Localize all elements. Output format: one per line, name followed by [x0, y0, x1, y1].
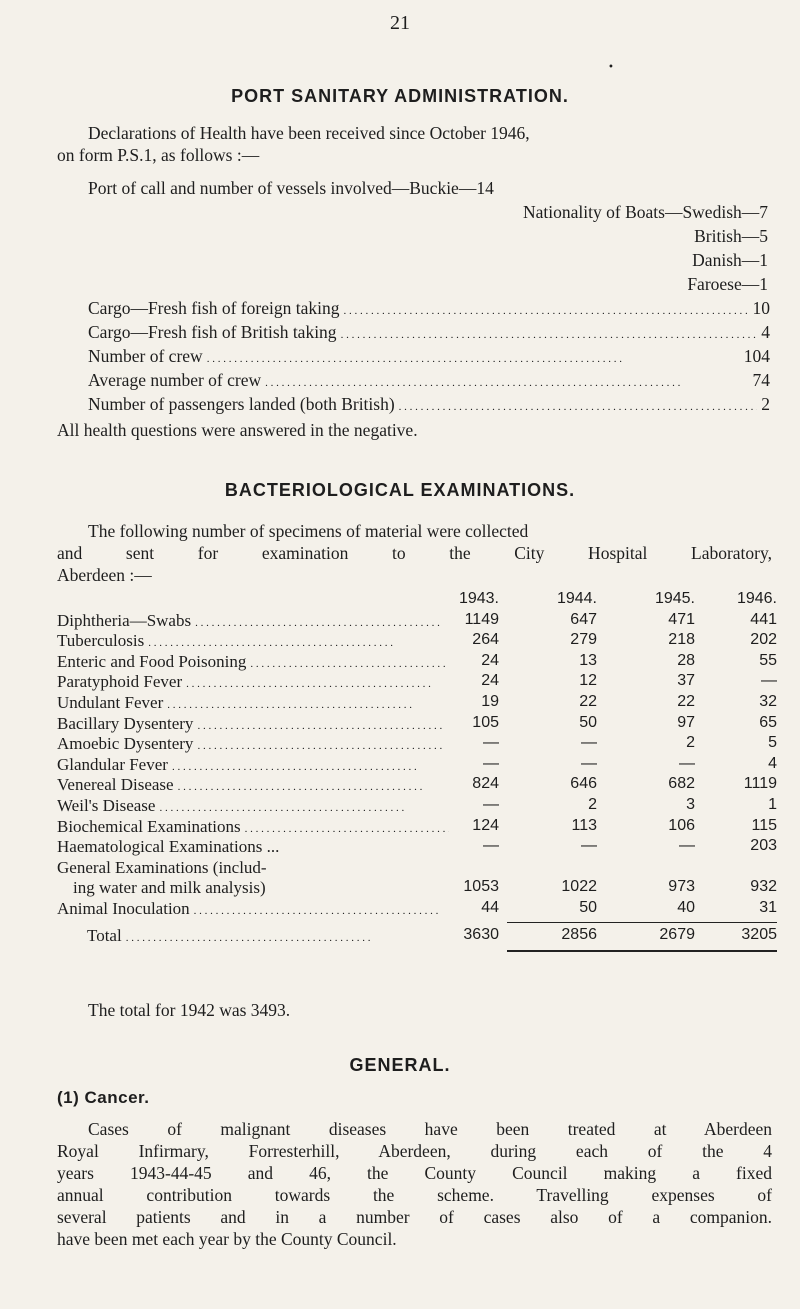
row-label: Venereal Disease	[57, 775, 174, 795]
row-label: Weil's Disease	[57, 795, 156, 815]
cell: —	[581, 754, 597, 772]
port-row-passengers	[88, 394, 770, 418]
bact-intro-line3: Aberdeen :—	[57, 565, 152, 585]
cell: 1	[768, 795, 777, 813]
cell: 264	[472, 631, 499, 649]
cell: —	[581, 734, 597, 752]
table-row	[57, 714, 775, 735]
cell: —	[679, 754, 695, 772]
bullet-mark: •	[608, 62, 614, 73]
year-header: 1945.	[654, 590, 695, 607]
table-row	[57, 631, 775, 652]
cell: 115	[751, 816, 777, 834]
page-number: 21	[390, 12, 410, 34]
row-label: Diphtheria—Swabs	[57, 610, 192, 630]
total-cell: 2679	[659, 925, 695, 943]
table-row	[57, 775, 775, 796]
nationality-faroese: Faroese—1	[687, 274, 768, 294]
table-row	[57, 817, 775, 838]
year-header: 1944.	[556, 590, 597, 607]
cell: 1149	[464, 610, 499, 628]
table-row-animal	[57, 899, 775, 920]
table-row	[57, 837, 775, 858]
table-row	[57, 652, 775, 673]
cell: 124	[472, 816, 499, 834]
total-top-rule	[507, 922, 777, 923]
port-intro-line2: on form P.S.1, as follows :—	[57, 145, 260, 165]
cell: 202	[750, 631, 777, 649]
port-row-value: 10	[752, 298, 770, 318]
cancer-paragraph	[57, 1118, 772, 1250]
year-header: 1943.	[458, 590, 499, 607]
bacteriological-heading: BACTERIOLOGICAL EXAMINATIONS.	[224, 480, 576, 500]
cell: 65	[759, 713, 777, 731]
row-label: Glandular Fever	[57, 754, 168, 774]
cell: 682	[668, 775, 695, 793]
cell: 13	[579, 651, 597, 669]
row-label: Haematological Examinations ...	[57, 837, 280, 857]
table-row	[57, 734, 775, 755]
port-row-foreign-cargo	[88, 298, 770, 322]
port-row-label: Cargo—Fresh fish of British taking	[88, 322, 337, 342]
port-row-label: Number of crew	[88, 346, 203, 366]
cell: 97	[677, 713, 695, 731]
cell: 24	[481, 651, 499, 669]
total-cell: 2856	[561, 925, 597, 943]
cell: —	[761, 672, 777, 690]
cell: 28	[677, 651, 695, 669]
total-bottom-rule	[507, 950, 777, 952]
cell: 55	[759, 651, 777, 669]
table-row-general	[57, 878, 775, 899]
port-row-british-cargo	[88, 322, 770, 346]
cell: 203	[750, 837, 777, 855]
cell: 1022	[561, 878, 597, 896]
cell: —	[483, 795, 499, 813]
row-label: Animal Inoculation	[57, 898, 190, 918]
nationality-danish: Danish—1	[692, 250, 768, 270]
table-row	[57, 796, 775, 817]
cancer-subheading: (1) Cancer.	[57, 1088, 150, 1107]
cell: —	[679, 837, 695, 855]
cell: 105	[472, 713, 499, 731]
para-line: Royal Infirmary, Forresterhill, Aberdeen, during each of the 4	[57, 1141, 772, 1161]
row-label: Tuberculosis	[57, 631, 145, 651]
cell: 37	[677, 672, 695, 690]
table-row	[57, 672, 775, 693]
cell: 647	[570, 610, 597, 628]
cell: 646	[570, 775, 597, 793]
general-heading: GENERAL.	[349, 1055, 451, 1075]
cell: 1053	[463, 878, 499, 896]
cell: 2	[686, 734, 695, 752]
port-of-call-line: Port of call and number of vessels involved—Buckie—14	[88, 178, 494, 198]
cell: 3	[686, 795, 695, 813]
cell: 22	[677, 692, 695, 710]
table-row	[57, 693, 775, 714]
year-header: 1946.	[736, 590, 777, 607]
row-label: Paratyphoid Fever	[57, 672, 183, 692]
port-row-value: 2	[761, 394, 770, 414]
cell: 44	[481, 898, 499, 916]
cell: 19	[481, 692, 499, 710]
cell: 824	[472, 775, 499, 793]
port-row-label: Cargo—Fresh fish of foreign taking	[88, 298, 340, 318]
cell: 4	[768, 754, 777, 772]
para-line: years 1943-44-45 and 46, the County Council making a fixed	[57, 1163, 772, 1183]
para-line: have been met each year by the County Council.	[57, 1229, 397, 1249]
bact-table	[57, 590, 775, 954]
cell: 973	[668, 878, 695, 896]
para-line: annual contribution towards the scheme. Travelling expenses of	[57, 1185, 772, 1205]
cell: —	[581, 837, 597, 855]
port-closing: All health questions were answered in the negative.	[57, 420, 418, 440]
table-row-total	[57, 926, 775, 950]
port-row-value: 74	[752, 370, 770, 390]
nationality-british: British—5	[694, 226, 768, 246]
total-label: Total	[87, 925, 122, 945]
port-row-label: Number of passengers landed (both British)	[88, 394, 395, 414]
cell: 471	[668, 610, 695, 628]
cell: 2	[588, 795, 597, 813]
table-row	[57, 755, 775, 776]
cell: 12	[579, 672, 597, 690]
total-cell: 3205	[741, 925, 777, 943]
cell: 50	[579, 713, 597, 731]
cell: 5	[768, 734, 777, 752]
cell: 106	[668, 816, 695, 834]
table-row	[57, 611, 775, 632]
port-row-value: 104	[743, 346, 770, 366]
bact-intro-line2: and sent for examination to the City Hospital Laboratory,	[57, 543, 772, 563]
cell: 40	[677, 898, 695, 916]
para-line: several patients and in a number of cases also of a companion.	[57, 1207, 772, 1227]
cell: 32	[759, 692, 777, 710]
total-1942-note: The total for 1942 was 3493.	[88, 1000, 291, 1020]
cell: 441	[750, 610, 777, 628]
row-label: Undulant Fever	[57, 692, 164, 712]
para-line: Cases of malignant diseases have been treated at Aberdeen	[88, 1119, 772, 1139]
port-heading: PORT SANITARY ADMINISTRATION.	[231, 86, 569, 106]
cell: 50	[579, 898, 597, 916]
cell: 24	[481, 672, 499, 690]
cell: 279	[570, 631, 597, 649]
cell: 113	[571, 816, 597, 834]
table-header-row	[57, 590, 775, 611]
row-label: ing water and milk analysis)	[73, 878, 266, 898]
cell: 1119	[743, 775, 777, 793]
cell: —	[483, 754, 499, 772]
nationality-line: Nationality of Boats—Swedish—7	[523, 202, 768, 222]
row-label: Enteric and Food Poisoning	[57, 651, 247, 671]
port-intro-line1: Declarations of Health have been received since October 1946,	[88, 123, 530, 143]
port-row-crew	[88, 346, 770, 370]
table-row-general-label	[57, 858, 775, 879]
port-row-label: Average number of crew	[88, 370, 262, 390]
cell: —	[483, 837, 499, 855]
cell: 218	[668, 631, 695, 649]
port-row-value: 4	[761, 322, 770, 342]
row-label: Biochemical Examinations	[57, 816, 241, 836]
cell: 22	[579, 692, 597, 710]
row-label: Bacillary Dysentery	[57, 713, 194, 733]
cell: 31	[759, 898, 777, 916]
cell: —	[483, 734, 499, 752]
total-cell: 3630	[463, 925, 499, 943]
row-label: Amoebic Dysentery	[57, 734, 194, 754]
port-row-average-crew	[88, 370, 770, 394]
bact-intro-line1: The following number of specimens of material were collected	[88, 521, 529, 541]
row-label: General Examinations (includ-	[57, 857, 267, 877]
cell: 932	[750, 878, 777, 896]
